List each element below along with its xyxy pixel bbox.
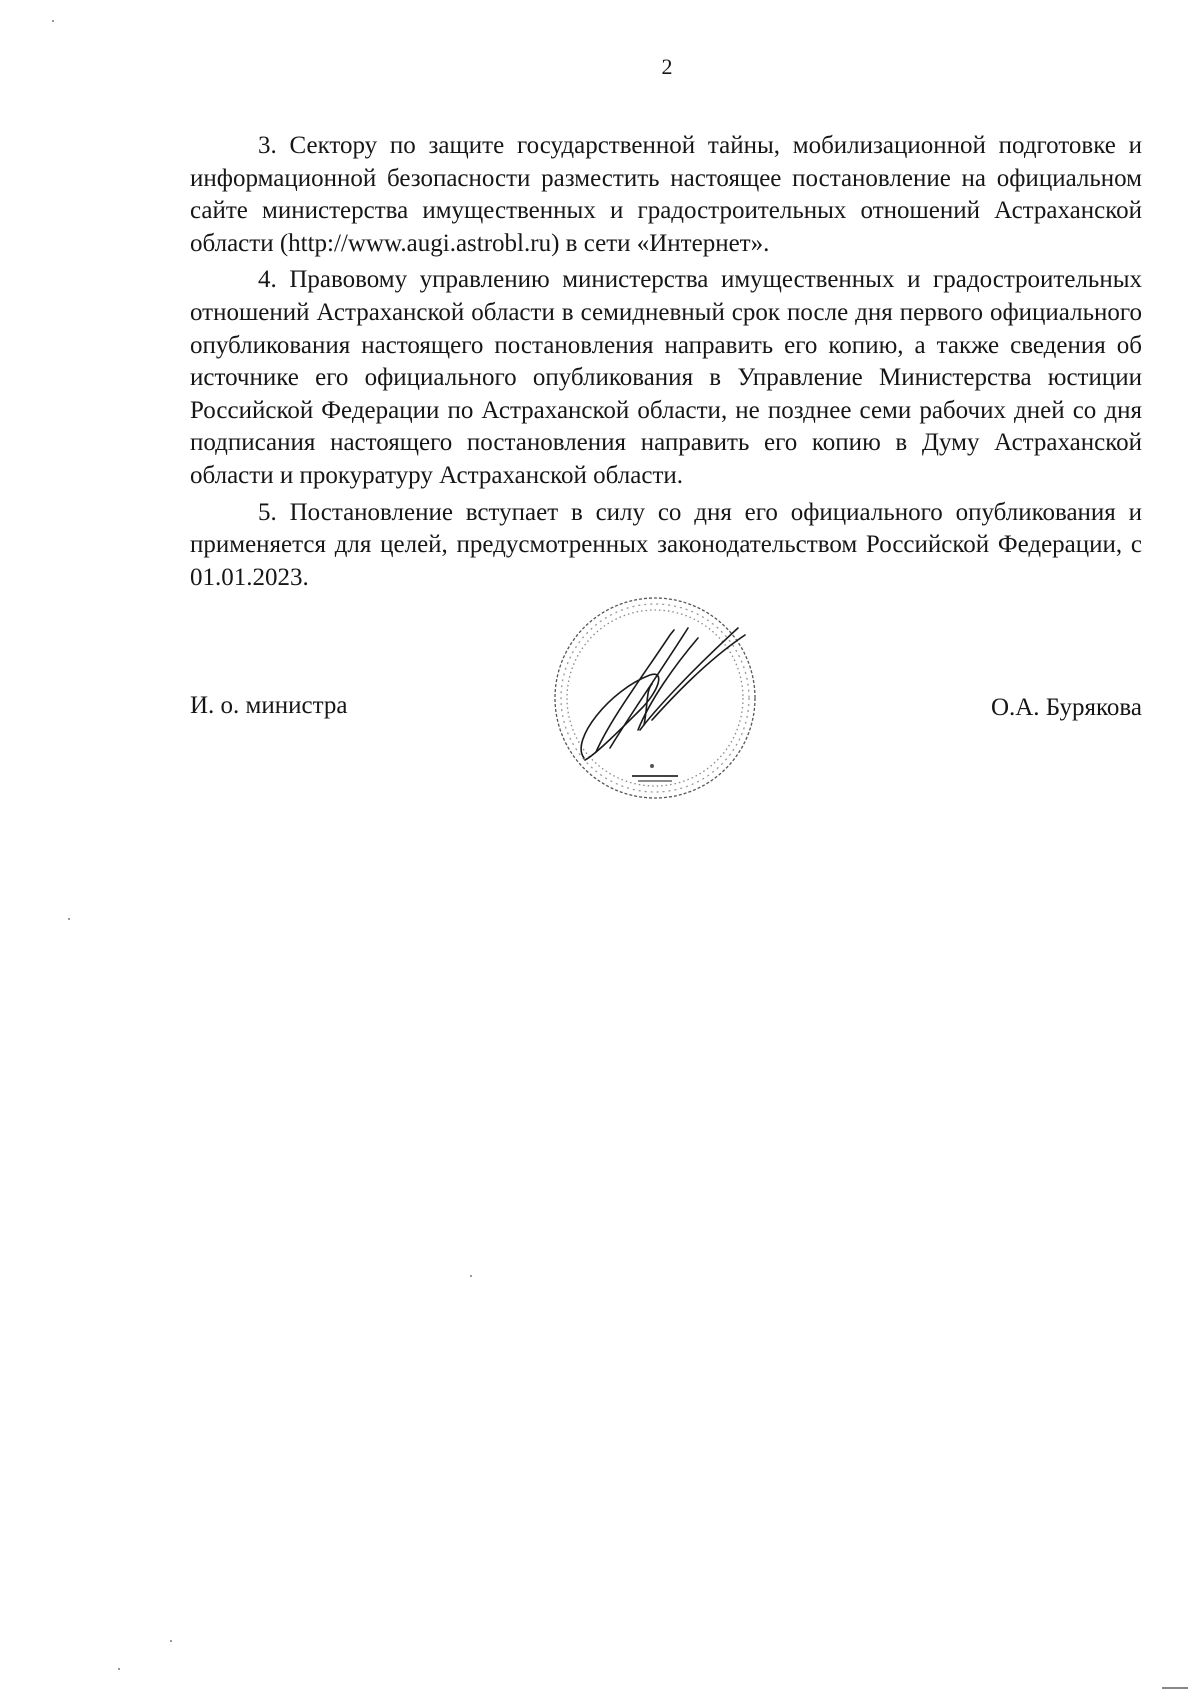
handwritten-signature-icon	[581, 628, 745, 760]
scan-edge-mark	[1162, 1687, 1188, 1689]
signatory-name: О.А. Бурякова	[990, 694, 1142, 721]
scan-speck	[68, 918, 70, 920]
scan-speck	[52, 20, 54, 22]
document-body	[190, 130, 1142, 598]
scan-speck	[470, 1275, 472, 1277]
paragraph-3: 3. Сектору по защите государственной тайны, мобилизационной подготовке и информационной безопасности разместить настоящее постановление на официальном сайте министерства имущественных и градостроительных отношений Астраханской области (http://www.augi.astrobl.ru) в сети «Интернет».	[190, 132, 1142, 257]
seal-icon	[555, 598, 755, 798]
paragraph-5: 5. Постановление вступает в силу со дня его официального опубликования и применяется для целей, предусмотренных законодательством Российской Федерации, с 01.01.2023.	[190, 498, 1142, 591]
signatory-title: И. о. министра	[190, 692, 348, 719]
page-number: 2	[661, 54, 673, 79]
signature-block	[190, 600, 1142, 830]
official-seal-with-signature	[540, 580, 770, 810]
scan-speck	[118, 1668, 120, 1670]
paragraph-4: 4. Правовому управлению министерства имущественных и градостроительных отношений Астраханской области в семидневный срок после дня первого официального опубликования настоящего постановления направить его копию, а также сведения об источнике его официального опубликования в Управление Министерства юстиции Российской Федерации по Астраханской области, не позднее семи рабочих дней со дня подписания настоящего постановления направить его копию в Думу Астраханской области и прокуратуру Астраханской области.	[190, 266, 1142, 489]
scan-speck	[170, 1640, 172, 1642]
